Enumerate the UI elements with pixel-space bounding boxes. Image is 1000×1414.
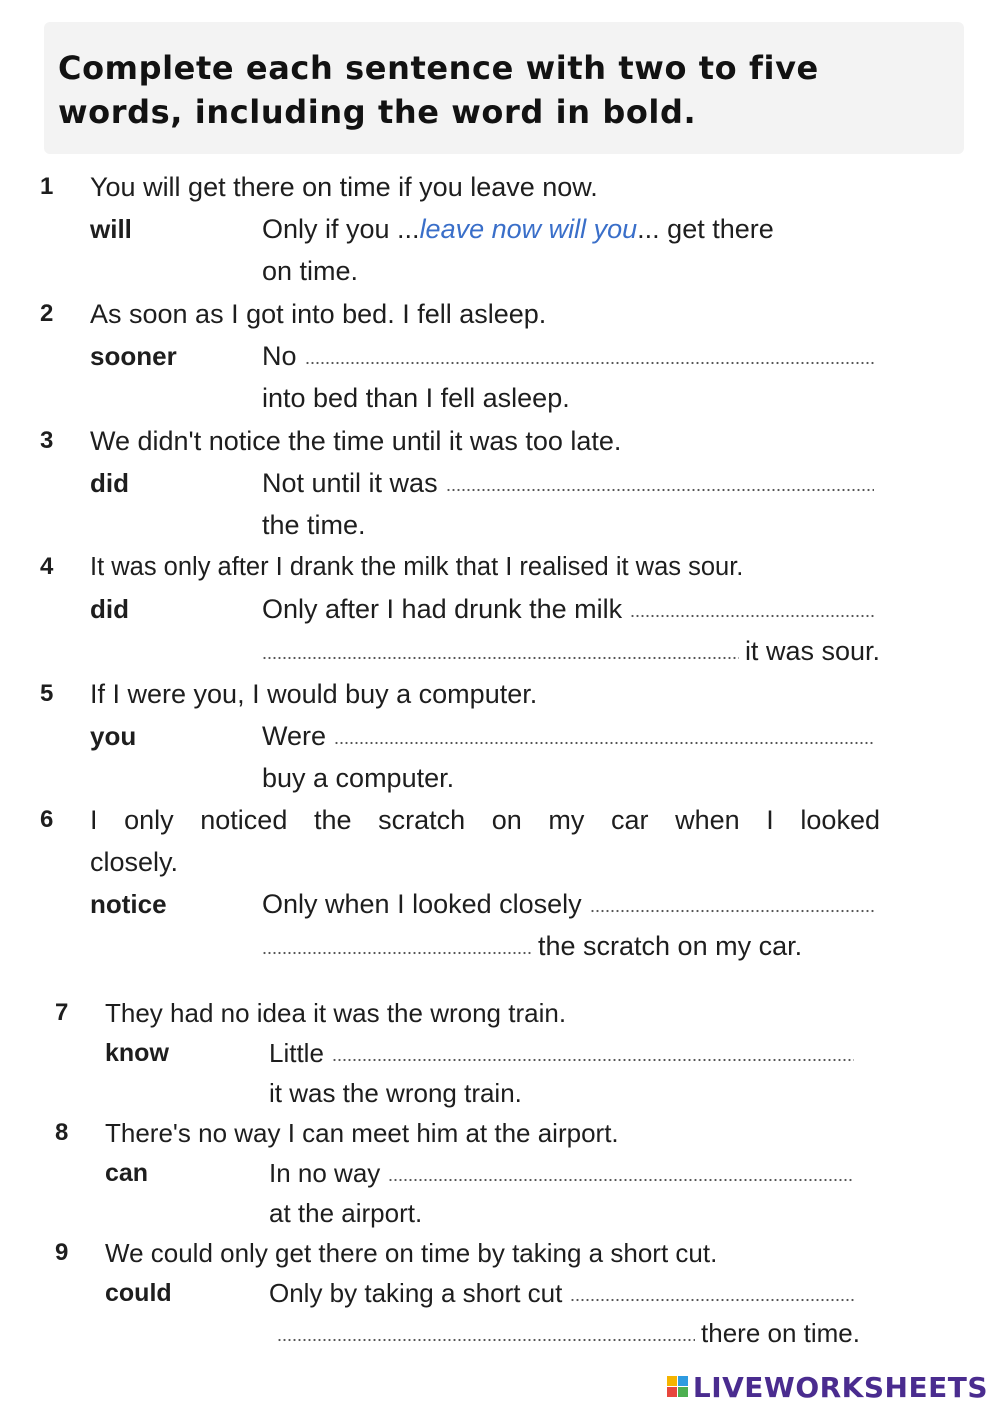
- original-sentence: If I were you, I would buy a computer.: [90, 679, 538, 709]
- key-word: could: [105, 1279, 172, 1307]
- answer-line-2: [262, 630, 880, 672]
- answer-line-1: [262, 715, 880, 757]
- answer-prefix: Not until it was: [262, 468, 438, 498]
- answer-line-2: on time.: [262, 256, 359, 286]
- sentence-word: noticed: [200, 805, 288, 835]
- answer-line-1: [262, 462, 880, 504]
- item-number: 5: [40, 680, 54, 707]
- answer-prefix: Only by taking a short cut: [269, 1278, 563, 1308]
- sentence-word: the: [313, 805, 352, 835]
- item-number: 8: [55, 1119, 69, 1146]
- key-word: you: [90, 721, 137, 751]
- original-sentence: They had no idea it was the wrong train.: [105, 998, 567, 1028]
- instructions-heading: Complete each sentence with two to five words, including the word in bold.: [58, 49, 819, 131]
- answer-line-1: [262, 335, 880, 377]
- answer-line-2: [269, 1312, 860, 1354]
- answer-line-2: it was the wrong train.: [269, 1078, 522, 1108]
- key-word: did: [90, 594, 129, 624]
- answer-blank[interactable]: [446, 487, 874, 493]
- key-word: will: [90, 214, 132, 244]
- sentence-word: looked: [800, 805, 880, 835]
- answer-prefix: Only after I had drunk the milk: [262, 594, 623, 624]
- liveworksheets-logo-text: LIVEWORKSHEETS: [692, 1370, 988, 1404]
- sentence-word: I: [766, 805, 774, 835]
- answer-blank[interactable]: [332, 1057, 854, 1063]
- answer-line-1: [269, 1272, 860, 1314]
- item-number: 9: [55, 1239, 69, 1266]
- answer-blank[interactable]: [388, 1177, 854, 1183]
- key-word: know: [105, 1039, 169, 1067]
- answer-line-1: [269, 1032, 860, 1074]
- sentence-word: on: [491, 805, 522, 835]
- answer-blank[interactable]: [277, 1337, 695, 1343]
- answer-suffix: it was sour.: [744, 636, 880, 666]
- item-number: 7: [55, 999, 69, 1026]
- answer-blank[interactable]: [570, 1297, 854, 1303]
- answer-blank[interactable]: [262, 950, 532, 956]
- answer-blank[interactable]: [262, 655, 739, 661]
- item-number: 3: [40, 427, 54, 454]
- answer-suffix: ... get there: [637, 214, 774, 244]
- sentence-word: when: [675, 805, 740, 835]
- answer-line-1: [262, 208, 880, 250]
- original-sentence-continued: closely.: [90, 847, 179, 877]
- answer-prefix: In no way: [269, 1158, 381, 1188]
- sentence-word: car: [611, 805, 649, 835]
- sentence-word: I: [90, 805, 98, 835]
- answer-line-2: buy a computer.: [262, 763, 455, 793]
- sentence-word: my: [548, 805, 585, 835]
- original-sentence: [90, 799, 880, 841]
- answer-prefix: Were: [262, 721, 327, 751]
- answer-prefix: Only when I looked closely: [262, 889, 582, 919]
- original-sentence: It was only after I drank the milk that I realised it was sour.: [90, 553, 744, 581]
- key-word: can: [105, 1159, 149, 1187]
- answer-suffix: there on time.: [701, 1318, 860, 1348]
- answer-blank[interactable]: [334, 740, 874, 746]
- filled-answer[interactable]: leave now will you: [419, 214, 638, 244]
- item-number: 4: [40, 553, 54, 580]
- sentence-word: scratch: [378, 805, 466, 835]
- answer-line-2: at the airport.: [269, 1198, 423, 1228]
- answer-prefix: No: [262, 341, 297, 371]
- answer-blank[interactable]: [630, 613, 874, 619]
- answer-prefix: Only if you ...: [262, 214, 420, 244]
- key-word: did: [90, 468, 129, 498]
- item-number: 1: [40, 173, 54, 200]
- item-number: 6: [40, 806, 54, 833]
- item-number: 2: [40, 300, 54, 327]
- original-sentence: As soon as I got into bed. I fell asleep.: [90, 299, 547, 329]
- answer-line-1: [269, 1152, 860, 1194]
- sentence-word: only: [124, 805, 174, 835]
- original-sentence: There's no way I can meet him at the airport.: [105, 1118, 619, 1148]
- original-sentence: You will get there on time if you leave now.: [90, 172, 598, 202]
- key-word: notice: [90, 889, 167, 919]
- key-word: sooner: [90, 341, 177, 371]
- answer-prefix: Little: [269, 1038, 324, 1068]
- original-sentence: We didn't notice the time until it was too late.: [90, 426, 622, 456]
- original-sentence: We could only get there on time by taking a short cut.: [105, 1238, 718, 1268]
- answer-line-1: [262, 883, 880, 925]
- answer-line-2: the time.: [262, 510, 366, 540]
- answer-line-1: [262, 588, 880, 630]
- liveworksheets-logo[interactable]: [667, 1372, 988, 1402]
- liveworksheets-logo-icon: [667, 1376, 689, 1398]
- answer-blank[interactable]: [590, 908, 874, 914]
- answer-suffix: the scratch on my car.: [538, 931, 803, 961]
- answer-blank[interactable]: [305, 360, 874, 366]
- answer-line-2: [262, 925, 880, 967]
- answer-line-2: into bed than I fell asleep.: [262, 383, 570, 413]
